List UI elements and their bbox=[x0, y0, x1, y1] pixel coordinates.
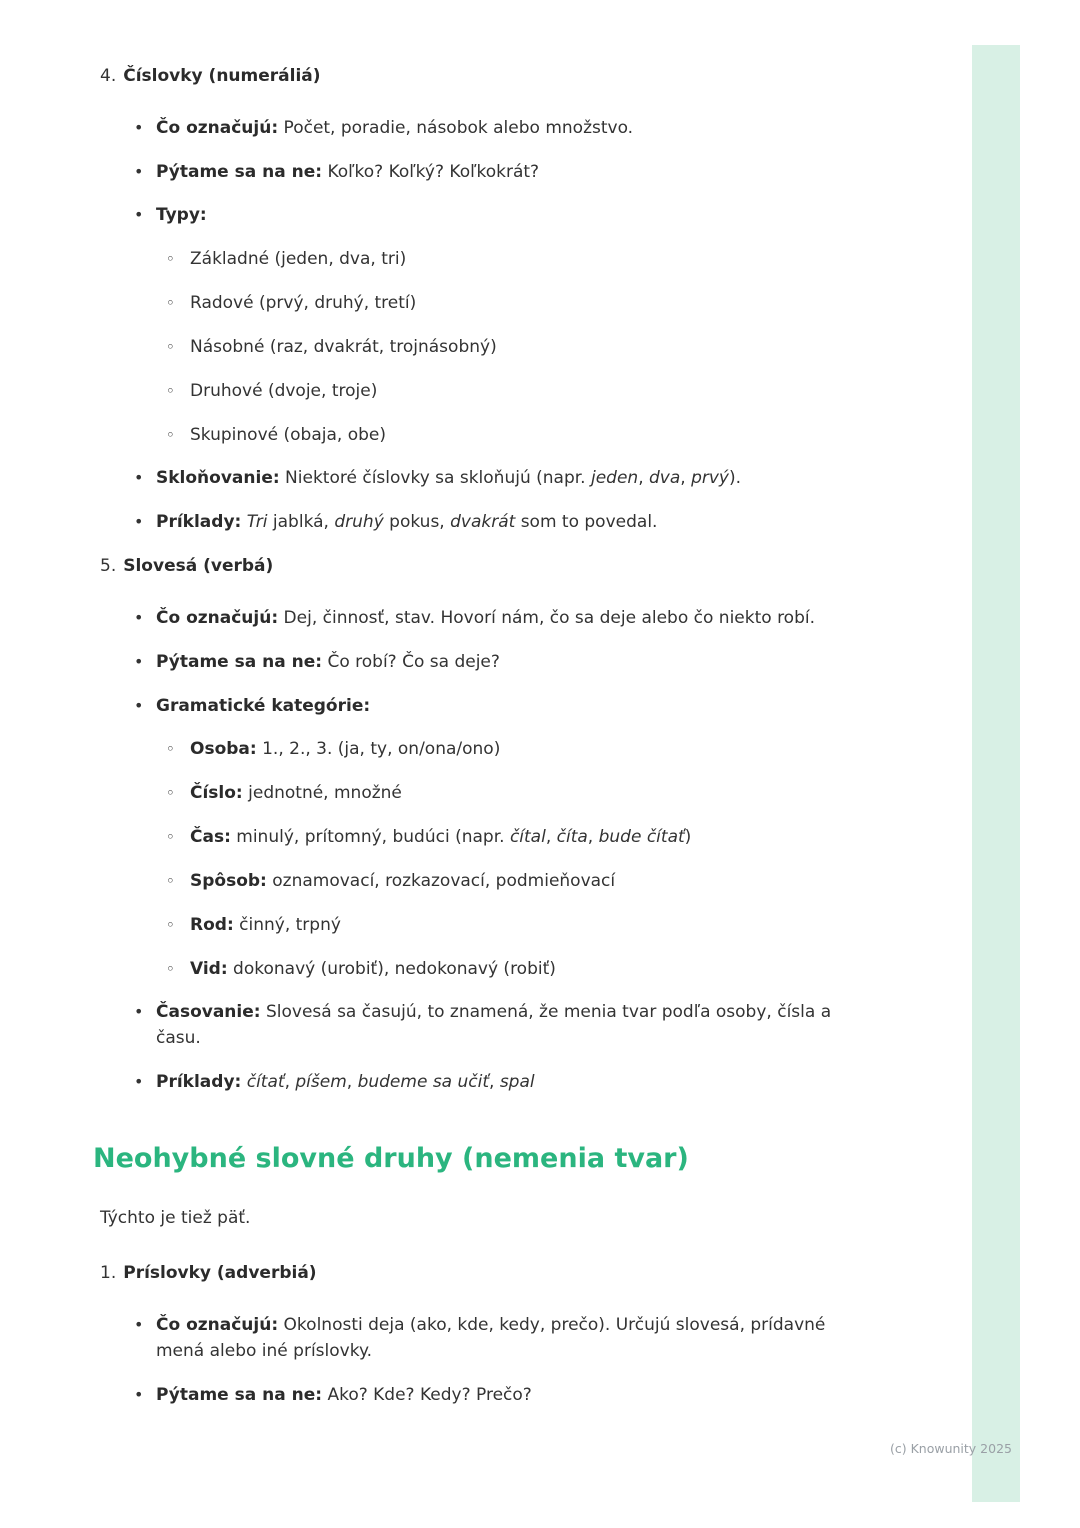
bold-text: Gramatické kategórie: bbox=[156, 695, 371, 716]
bold-text: Skloňovanie: bbox=[156, 468, 280, 489]
item-text bbox=[190, 869, 845, 895]
item-text bbox=[156, 203, 845, 229]
item-text bbox=[156, 1070, 845, 1096]
bold-text: Čo označujú: bbox=[156, 1315, 279, 1336]
text: minulý, prítomný, budúci (napr. bbox=[230, 827, 510, 848]
bullet-item bbox=[134, 1313, 845, 1365]
bullet-marker-icon: • bbox=[134, 1002, 144, 1022]
italic-text: Tri bbox=[246, 512, 268, 533]
circle-marker-icon: ◦ bbox=[166, 915, 175, 934]
item-text bbox=[190, 247, 845, 273]
italic-text: dvakrát bbox=[450, 512, 516, 533]
bold-text: Čas: bbox=[190, 827, 231, 848]
text: jednotné, množné bbox=[242, 783, 402, 804]
text: Čo robí? Čo sa deje? bbox=[322, 651, 500, 672]
sub-bullet-item bbox=[166, 423, 845, 449]
text: Ako? Kde? Kedy? Prečo? bbox=[322, 1384, 532, 1405]
item-text bbox=[190, 379, 845, 405]
text: ) bbox=[684, 827, 692, 848]
text: oznamovací, rozkazovací, podmieňovací bbox=[266, 870, 616, 891]
text: , bbox=[284, 1072, 296, 1093]
item-title: Číslovky (numeráliá) bbox=[123, 66, 321, 86]
item-text bbox=[190, 737, 845, 763]
bullet-marker-icon: • bbox=[134, 1384, 144, 1404]
italic-text: jeden bbox=[590, 468, 639, 489]
numbered-item bbox=[100, 554, 845, 580]
item-text bbox=[156, 510, 845, 536]
text: Násobné (raz, dvakrát, trojnásobný) bbox=[190, 336, 497, 357]
sub-bullet-item bbox=[166, 737, 845, 763]
italic-text: spal bbox=[499, 1072, 535, 1093]
text: jablká, bbox=[267, 512, 335, 533]
text: Skupinové (obaja, obe) bbox=[190, 424, 386, 445]
item-text bbox=[156, 466, 845, 492]
italic-text: píšem bbox=[295, 1072, 347, 1093]
italic-text: budeme sa učiť bbox=[357, 1072, 490, 1093]
bullet-item bbox=[134, 116, 845, 142]
item-text bbox=[156, 1313, 845, 1365]
bold-text: Pýtame sa na ne: bbox=[156, 651, 323, 672]
circle-marker-icon: ◦ bbox=[166, 784, 175, 803]
section-heading: Neohybné slovné druhy (nemenia tvar) bbox=[93, 1142, 689, 1174]
italic-text: číta bbox=[556, 827, 588, 848]
circle-marker-icon: ◦ bbox=[166, 250, 175, 269]
circle-marker-icon: ◦ bbox=[166, 740, 175, 759]
item-text bbox=[156, 1000, 845, 1052]
text: , bbox=[346, 1072, 358, 1093]
right-accent-strip bbox=[972, 45, 1020, 1502]
bullet-marker-icon: • bbox=[134, 512, 144, 532]
bold-text: Číslo: bbox=[190, 783, 243, 804]
text: , bbox=[489, 1072, 500, 1093]
text: , bbox=[587, 827, 599, 848]
text: Týchto je tiež päť. bbox=[100, 1207, 251, 1228]
bold-text: Rod: bbox=[190, 914, 234, 935]
italic-text: dva bbox=[649, 468, 681, 489]
content bbox=[93, 50, 845, 1427]
numbered-item bbox=[100, 64, 845, 90]
circle-marker-icon: ◦ bbox=[166, 959, 175, 978]
bold-text: Časovanie: bbox=[156, 1002, 261, 1023]
bullet-marker-icon: • bbox=[134, 695, 144, 715]
bold-text: Pýtame sa na ne: bbox=[156, 161, 323, 182]
bold-text: Čo označujú: bbox=[156, 117, 279, 138]
item-text bbox=[156, 606, 845, 632]
bullet-item bbox=[134, 694, 845, 720]
text: Niektoré číslovky sa skloňujú (napr. bbox=[279, 468, 591, 489]
bullet-marker-icon: • bbox=[134, 205, 144, 225]
text: , bbox=[638, 468, 649, 489]
item-text bbox=[156, 650, 845, 676]
sub-bullet-item bbox=[166, 335, 845, 361]
watermark: (c) Knowunity 2025 bbox=[890, 1441, 1012, 1456]
text: činný, trpný bbox=[233, 914, 341, 935]
text: Radové (prvý, druhý, tretí) bbox=[190, 293, 417, 314]
item-text bbox=[190, 423, 845, 449]
bold-text: Vid: bbox=[190, 958, 228, 979]
item-text bbox=[156, 1383, 845, 1409]
item-number: 5. bbox=[100, 556, 117, 577]
bullet-marker-icon: • bbox=[134, 651, 144, 671]
text: 1., 2., 3. (ja, ty, on/ona/ono) bbox=[256, 739, 501, 760]
bullet-item bbox=[134, 203, 845, 229]
text: som to povedal. bbox=[515, 512, 658, 533]
item-text bbox=[156, 694, 845, 720]
bullet-item bbox=[134, 650, 845, 676]
bullet-marker-icon: • bbox=[134, 1072, 144, 1092]
bullet-item bbox=[134, 606, 845, 632]
circle-marker-icon: ◦ bbox=[166, 337, 175, 356]
sub-bullet-item bbox=[166, 913, 845, 939]
bullet-marker-icon: • bbox=[134, 161, 144, 181]
text: pokus, bbox=[383, 512, 451, 533]
text: ). bbox=[729, 468, 742, 489]
text: Počet, poradie, násobok alebo množstvo. bbox=[278, 117, 634, 138]
item-text bbox=[190, 825, 845, 851]
item-number: 4. bbox=[100, 66, 117, 86]
circle-marker-icon: ◦ bbox=[166, 425, 175, 444]
circle-marker-icon: ◦ bbox=[166, 381, 175, 400]
item-title: Slovesá (verbá) bbox=[123, 556, 274, 577]
bullet-item bbox=[134, 160, 845, 186]
bullet-item bbox=[134, 510, 845, 536]
sub-bullet-item bbox=[166, 291, 845, 317]
sub-bullet-item bbox=[166, 379, 845, 405]
sub-bullet-item bbox=[166, 247, 845, 273]
bullet-item bbox=[134, 1000, 845, 1052]
sub-bullet-item bbox=[166, 957, 845, 983]
bold-text: Spôsob: bbox=[190, 870, 267, 891]
text: dokonavý (urobiť), nedokonavý (robiť) bbox=[227, 958, 556, 979]
text: Dej, činnosť, stav. Hovorí nám, čo sa deje alebo čo niekto robí. bbox=[278, 607, 816, 628]
italic-text: čítal bbox=[509, 827, 546, 848]
bullet-marker-icon: • bbox=[134, 1315, 144, 1335]
paragraph bbox=[100, 1206, 845, 1232]
bullet-item bbox=[134, 466, 845, 492]
italic-text: bude čítať bbox=[598, 827, 685, 848]
bold-text: Osoba: bbox=[190, 739, 257, 760]
circle-marker-icon: ◦ bbox=[166, 294, 175, 313]
italic-text: druhý bbox=[334, 512, 384, 533]
text: Základné (jeden, dva, tri) bbox=[190, 249, 407, 270]
text: Druhové (dvoje, troje) bbox=[190, 380, 378, 401]
item-number: 1. bbox=[100, 1263, 117, 1284]
bullet-marker-icon: • bbox=[134, 607, 144, 627]
sub-bullet-item bbox=[166, 781, 845, 807]
bold-text: Príklady: bbox=[156, 512, 242, 533]
bullet-item bbox=[134, 1383, 845, 1409]
bullet-marker-icon: • bbox=[134, 117, 144, 137]
item-text bbox=[190, 291, 845, 317]
text: Okolnosti deja (ako, kde, kedy, prečo). Určujú slovesá, prídavné mená alebo iné príslovky. bbox=[156, 1315, 826, 1362]
text: Slovesá sa časujú, to znamená, že menia tvar podľa osoby, čísla a času. bbox=[156, 1002, 832, 1049]
bullet-item bbox=[134, 1070, 845, 1096]
italic-text: prvý bbox=[691, 468, 729, 489]
sub-bullet-item bbox=[166, 869, 845, 895]
item-text bbox=[156, 116, 845, 142]
bold-text: Typy: bbox=[156, 205, 207, 226]
item-text bbox=[190, 957, 845, 983]
bullet-marker-icon: • bbox=[134, 468, 144, 488]
sub-bullet-item bbox=[166, 825, 845, 851]
item-text bbox=[190, 781, 845, 807]
item-title: Príslovky (adverbiá) bbox=[123, 1263, 317, 1284]
text: Koľko? Koľký? Koľkokrát? bbox=[322, 161, 540, 182]
item-text bbox=[190, 335, 845, 361]
bold-text: Pýtame sa na ne: bbox=[156, 1384, 323, 1405]
bold-text: Príklady: bbox=[156, 1072, 242, 1093]
circle-marker-icon: ◦ bbox=[166, 871, 175, 890]
text: , bbox=[680, 468, 692, 489]
text: , bbox=[545, 827, 557, 848]
bold-text: Čo označujú: bbox=[156, 607, 279, 628]
item-text bbox=[156, 160, 845, 186]
italic-text: čítať bbox=[246, 1072, 285, 1093]
numbered-item bbox=[100, 1261, 845, 1287]
circle-marker-icon: ◦ bbox=[166, 828, 175, 847]
item-text bbox=[190, 913, 845, 939]
